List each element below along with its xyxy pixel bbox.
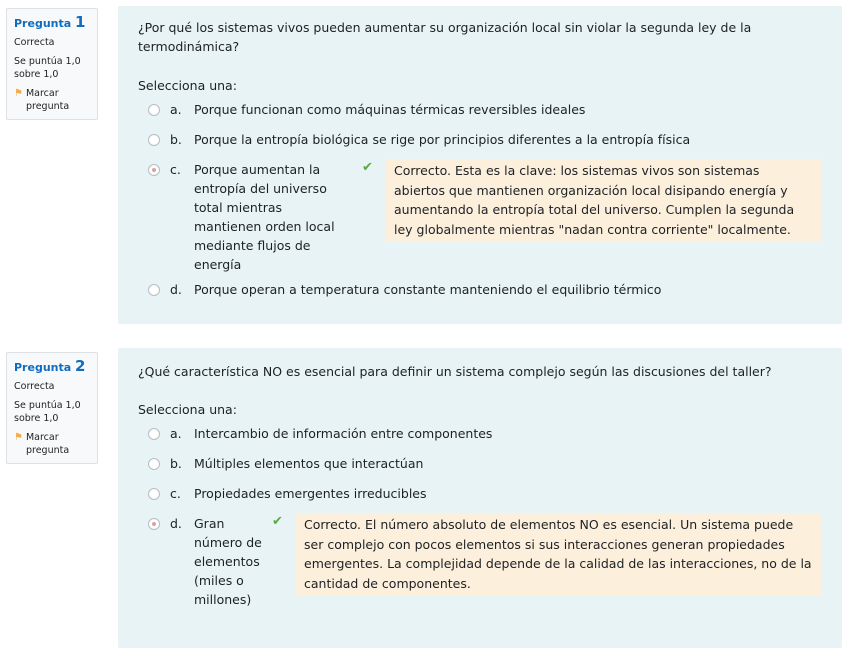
flag-icon: ⚑ (14, 432, 23, 443)
answer-option-b[interactable] (148, 130, 690, 149)
answer-text: Porque operan a temperatura constante manteniendo el equilibrio térmico (194, 282, 662, 297)
answer-prompt: Selecciona una: (138, 402, 237, 417)
answer-prompt: Selecciona una: (138, 78, 237, 93)
answer-option-d[interactable] (148, 514, 268, 609)
radio-button[interactable] (148, 428, 160, 440)
answer-letter: a. (170, 426, 182, 441)
radio-button-selected[interactable] (148, 518, 160, 530)
radio-button[interactable] (148, 134, 160, 146)
question-grade: Se puntúa 1,0 sobre 1,0 (14, 400, 81, 424)
check-icon: ✔ (362, 160, 373, 175)
question-label: Pregunta (14, 361, 72, 374)
answer-text: Porque la entropía biológica se rige por principios diferentes a la entropía física (194, 132, 691, 147)
answer-text: Múltiples elementos que interactúan (194, 456, 424, 471)
answer-letter: a. (170, 102, 182, 117)
answer-text: Propiedades emergentes irreducibles (194, 486, 427, 501)
answer-feedback: Correcto. El número absoluto de elementos NO es esencial. Un sistema puede ser complejo con pocos elementos si sus interacciones generan propiedades emergentes. La complejidad depende de la calidad de las interacciones, no de la cantidad de componentes. (296, 513, 822, 595)
answer-letter: b. (170, 132, 182, 147)
check-icon: ✔ (272, 514, 283, 529)
answer-text: Porque funcionan como máquinas térmicas reversibles ideales (194, 102, 586, 117)
question-grade: Se puntúa 1,0 sobre 1,0 (14, 56, 81, 80)
question-text: ¿Qué característica NO es esencial para definir un sistema complejo según las discusiones del taller? (138, 364, 772, 379)
answer-letter: d. (170, 282, 182, 297)
answer-letter: c. (170, 162, 181, 177)
answer-option-d[interactable] (148, 280, 661, 299)
answer-option-a[interactable] (148, 100, 585, 119)
answer-option-b[interactable] (148, 454, 423, 473)
question-text: ¿Por qué los sistemas vivos pueden aumentar su organización local sin violar la segunda ley de la termodinámica? (138, 20, 752, 54)
radio-button[interactable] (148, 104, 160, 116)
flag-question-button[interactable] (14, 431, 91, 457)
answer-text: Porque aumentan la entropía del universo total mientras mantienen orden local mediante flujos de energía (194, 162, 335, 272)
radio-button[interactable] (148, 284, 160, 296)
answer-option-c[interactable] (148, 484, 427, 503)
question-info (6, 352, 98, 464)
answer-letter: c. (170, 486, 181, 501)
answer-text: Gran número de elementos (miles o millones) (194, 516, 262, 607)
question-content (118, 348, 842, 648)
question-content (118, 6, 842, 324)
answer-feedback: Correcto. Esta es la clave: los sistemas vivos son sistemas abiertos que mantienen organización local disipando energía y aumentando la entropía total del universo. Cumplen la segunda ley globalmente mientras "nadan contra corriente" localmente. (386, 159, 822, 241)
question-number (14, 359, 91, 375)
radio-button-selected[interactable] (148, 164, 160, 176)
question-info (6, 8, 98, 120)
flag-question-button[interactable] (14, 87, 91, 113)
question-number (14, 15, 91, 31)
question-state: Correcta (14, 37, 55, 48)
answer-option-a[interactable] (148, 424, 492, 443)
question-number-value: 1 (75, 13, 86, 31)
answer-text: Intercambio de información entre componentes (194, 426, 493, 441)
question-label: Pregunta (14, 17, 72, 30)
question-number-value: 2 (75, 357, 86, 375)
radio-button[interactable] (148, 458, 160, 470)
answer-letter: b. (170, 456, 182, 471)
radio-button[interactable] (148, 488, 160, 500)
answer-option-c[interactable] (148, 160, 344, 274)
flag-label: Marcar pregunta (25, 432, 70, 456)
flag-icon: ⚑ (14, 88, 23, 99)
flag-label: Marcar pregunta (25, 88, 70, 112)
answer-letter: d. (170, 516, 182, 531)
question-state: Correcta (14, 381, 55, 392)
